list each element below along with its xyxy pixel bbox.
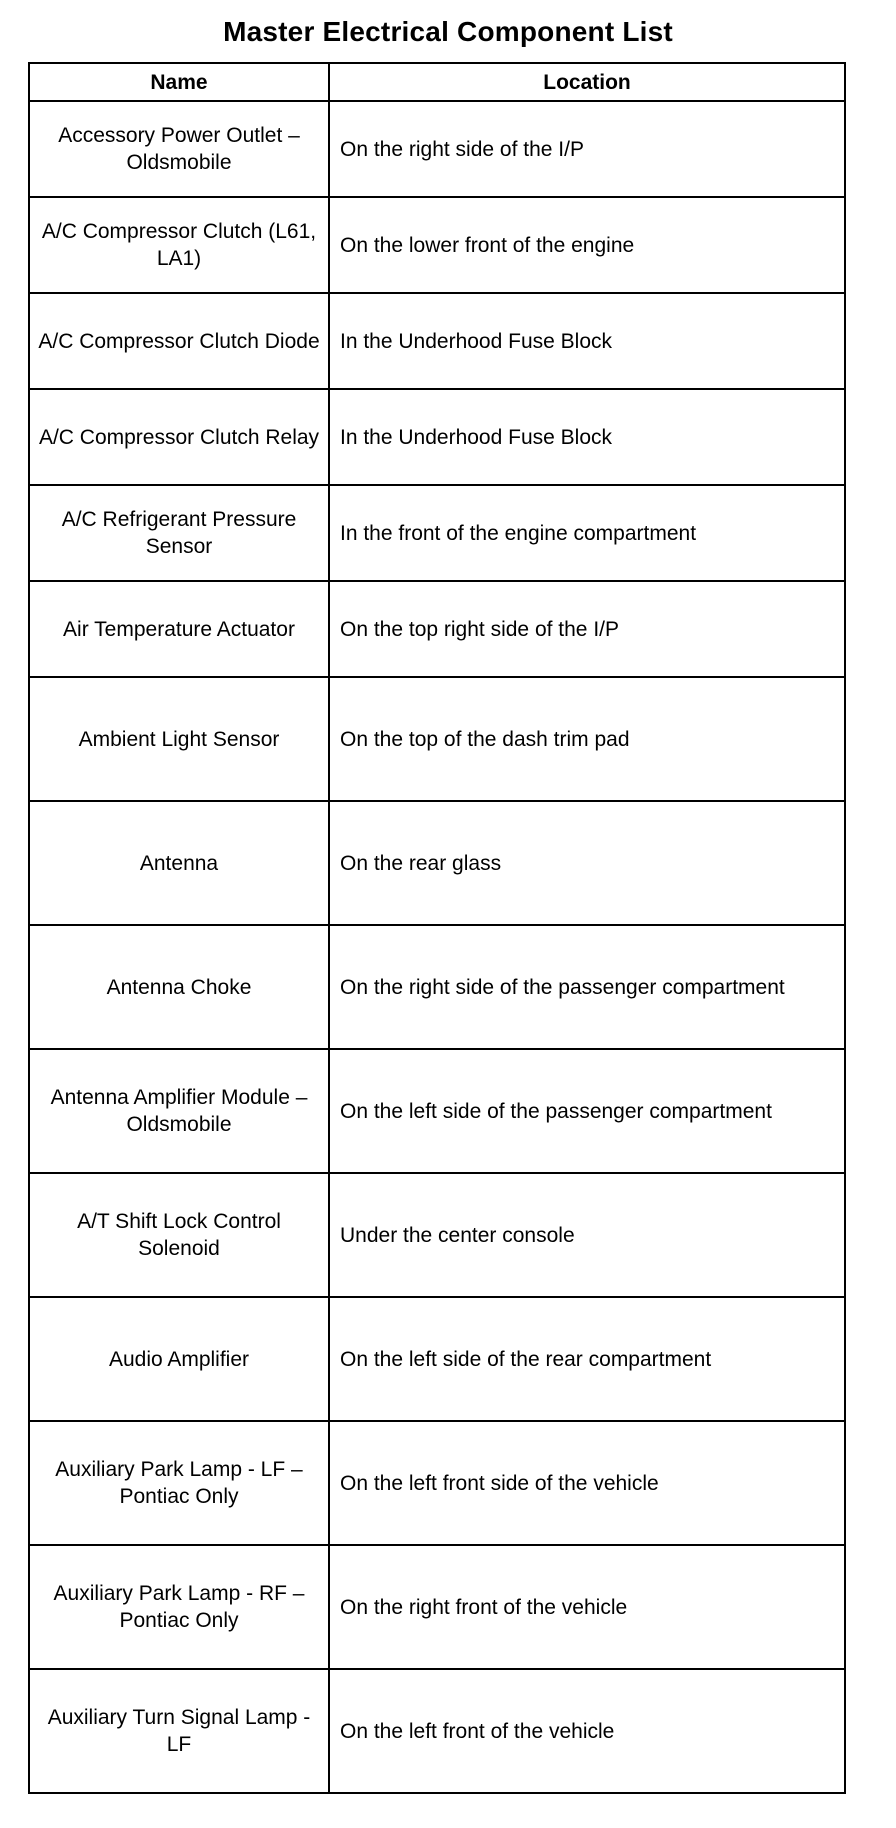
table-row [29, 293, 845, 389]
component-name: Auxiliary Turn Signal Lamp - LF [29, 1669, 329, 1793]
component-location: On the top of the dash trim pad [329, 677, 845, 801]
component-location: In the front of the engine compartment [329, 485, 845, 581]
table-row [29, 1297, 845, 1421]
table-row [29, 197, 845, 293]
table-header-row [29, 63, 845, 101]
component-name: Air Temperature Actuator [29, 581, 329, 677]
component-location: On the lower front of the engine [329, 197, 845, 293]
component-location: On the left side of the rear compartment [329, 1297, 845, 1421]
component-name: Auxiliary Park Lamp - LF – Pontiac Only [29, 1421, 329, 1545]
component-name: A/C Compressor Clutch (L61, LA1) [29, 197, 329, 293]
table-row [29, 801, 845, 925]
component-name: A/C Compressor Clutch Diode [29, 293, 329, 389]
component-location: On the left side of the passenger compartment [329, 1049, 845, 1173]
component-location: On the left front of the vehicle [329, 1669, 845, 1793]
table-row [29, 677, 845, 801]
component-name: A/T Shift Lock Control Solenoid [29, 1173, 329, 1297]
component-name: Antenna [29, 801, 329, 925]
component-name: Auxiliary Park Lamp - RF – Pontiac Only [29, 1545, 329, 1669]
table-row [29, 1049, 845, 1173]
location-column-header: Location [329, 63, 845, 101]
table-row [29, 1173, 845, 1297]
table-row [29, 1421, 845, 1545]
component-name: Ambient Light Sensor [29, 677, 329, 801]
component-location: On the right side of the I/P [329, 101, 845, 197]
component-location: On the right front of the vehicle [329, 1545, 845, 1669]
component-location: In the Underhood Fuse Block [329, 293, 845, 389]
component-location: Under the center console [329, 1173, 845, 1297]
component-name: A/C Compressor Clutch Relay [29, 389, 329, 485]
table-row [29, 925, 845, 1049]
table-row [29, 1669, 845, 1793]
table-row [29, 1545, 845, 1669]
component-table [28, 62, 846, 1794]
component-location: On the right side of the passenger compartment [329, 925, 845, 1049]
name-column-header: Name [29, 63, 329, 101]
component-location: On the left front side of the vehicle [329, 1421, 845, 1545]
component-name: Antenna Amplifier Module – Oldsmobile [29, 1049, 329, 1173]
component-location: On the top right side of the I/P [329, 581, 845, 677]
component-location: On the rear glass [329, 801, 845, 925]
table-row [29, 101, 845, 197]
table-row [29, 389, 845, 485]
component-name: A/C Refrigerant Pressure Sensor [29, 485, 329, 581]
page-title: Master Electrical Component List [223, 16, 673, 47]
component-name: Accessory Power Outlet – Oldsmobile [29, 101, 329, 197]
component-location: In the Underhood Fuse Block [329, 389, 845, 485]
table-row [29, 581, 845, 677]
component-name: Audio Amplifier [29, 1297, 329, 1421]
table-row [29, 485, 845, 581]
component-name: Antenna Choke [29, 925, 329, 1049]
